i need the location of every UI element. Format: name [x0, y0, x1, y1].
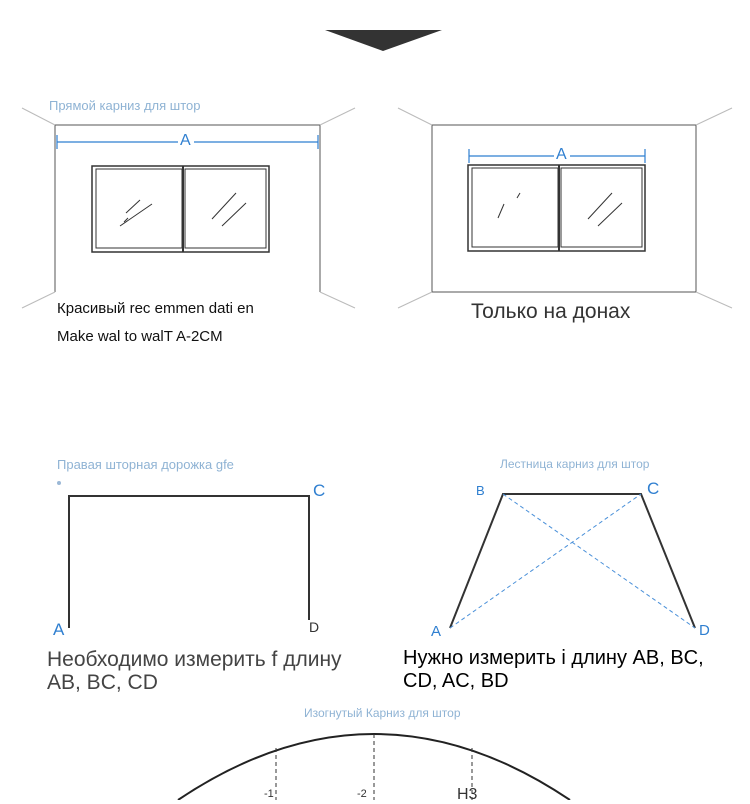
- point-label-d-right: D: [699, 622, 710, 639]
- caption-straight-line2: Make wal to walT A-2CM: [57, 328, 223, 345]
- down-arrow-icon: [325, 30, 442, 51]
- point-label-d-left: D: [309, 619, 320, 635]
- caption-measure-all-sides: Нужно измерить i длину AB, BC, CD, AC, BD: [403, 647, 704, 692]
- dimension-label-a-left: A: [180, 132, 191, 149]
- point-label-b-right: B: [476, 483, 485, 498]
- track-trapezoid: [450, 494, 695, 628]
- point-label-a-left: A: [53, 620, 65, 639]
- panel-title-ladder: Лестница карниз для штор: [500, 457, 650, 471]
- panel-title-straight: Прямой карниз для штор: [49, 98, 201, 113]
- curve-mark-2: -2: [357, 788, 367, 800]
- curve-mark-1: -1: [264, 788, 274, 800]
- caption-measure-ab-bc-cd: Необходимо измерить f длину AB, BC, CD: [47, 648, 342, 694]
- point-label-c-left: C: [313, 481, 326, 500]
- panel-title-curved: Изогнутый Карниз для штор: [304, 706, 461, 720]
- curve-mark-3: H3: [457, 786, 478, 803]
- point-label-a-right: A: [431, 623, 442, 640]
- caption-only-on-bottom: Только на донах: [471, 300, 631, 323]
- caption-straight-line1: Красивый rec emmen dati en: [57, 300, 254, 317]
- room-straight-right: [398, 108, 732, 308]
- panel-title-right-track: Правая шторная дорожка gfe: [57, 457, 234, 472]
- dimension-label-a-right: A: [556, 146, 567, 163]
- point-label-c-right: C: [647, 479, 660, 498]
- track-right-angle: [57, 481, 309, 628]
- track-curved: [178, 734, 570, 800]
